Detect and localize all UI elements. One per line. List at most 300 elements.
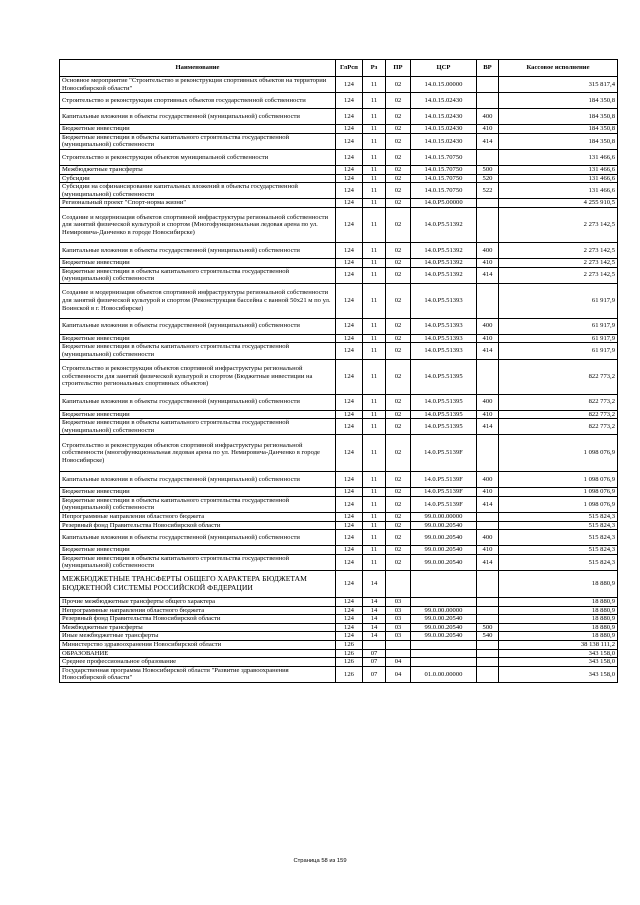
row-amount: 61 917,9 <box>499 334 618 343</box>
row-pr: 02 <box>386 496 411 512</box>
row-name: Бюджетные инвестиции <box>60 258 336 267</box>
row-pr: 02 <box>386 125 411 134</box>
row-pr: 02 <box>386 242 411 258</box>
row-pr: 03 <box>386 606 411 615</box>
table-row <box>60 435 618 472</box>
row-csr: 14.0.P5.5139F <box>411 488 477 497</box>
row-pr: 02 <box>386 77 411 93</box>
row-amount: 343 158,0 <box>499 666 618 682</box>
row-pr <box>386 641 411 650</box>
row-glrsp: 124 <box>336 174 363 183</box>
row-vr: 400 <box>477 472 499 488</box>
table-row <box>60 133 618 149</box>
row-glrsp: 124 <box>336 93 363 109</box>
row-rz: 11 <box>363 267 386 283</box>
row-name: Капитальные вложения в объекты государственной (муниципальной) собственности <box>60 109 336 125</box>
row-name: Прочие межбюджетные трансферты общего характера <box>60 598 336 607</box>
row-csr: 14.0.15.70750 <box>411 183 477 199</box>
table-row <box>60 496 618 512</box>
row-vr <box>477 649 499 658</box>
table-row <box>60 258 618 267</box>
row-rz: 11 <box>363 546 386 555</box>
row-rz: 11 <box>363 174 386 183</box>
table-row <box>60 207 618 242</box>
row-pr: 03 <box>386 615 411 624</box>
row-csr: 99.0.00.20540 <box>411 546 477 555</box>
table-row <box>60 419 618 435</box>
row-rz: 11 <box>363 318 386 334</box>
row-vr <box>477 658 499 667</box>
row-csr: 14.0.15.02430 <box>411 125 477 134</box>
table-row <box>60 77 618 93</box>
row-name: Основное мероприятие "Строительство и реконструкция спортивных объектов на территории Новосибирской области" <box>60 77 336 93</box>
row-amount: 18 880,9 <box>499 632 618 641</box>
row-rz: 11 <box>363 77 386 93</box>
row-glrsp: 124 <box>336 606 363 615</box>
row-glrsp: 124 <box>336 359 363 394</box>
row-rz: 11 <box>363 488 386 497</box>
row-csr: 01.0.00.00000 <box>411 666 477 682</box>
row-glrsp: 124 <box>336 554 363 570</box>
table-row <box>60 283 618 318</box>
row-pr: 02 <box>386 394 411 410</box>
row-csr: 14.0.15.00000 <box>411 77 477 93</box>
row-name: Субсидии <box>60 174 336 183</box>
row-pr: 02 <box>386 93 411 109</box>
table-row <box>60 343 618 359</box>
row-name: Строительство и реконструкция объектов муниципальной собственности <box>60 149 336 165</box>
row-csr: 14.0.15.02430 <box>411 133 477 149</box>
row-amount: 61 917,9 <box>499 343 618 359</box>
row-amount: 18 880,9 <box>499 571 618 598</box>
row-glrsp: 124 <box>336 530 363 546</box>
row-vr <box>477 571 499 598</box>
column-header: ВР <box>477 60 499 77</box>
row-name: Непрограммные направления областного бюджета <box>60 606 336 615</box>
row-vr: 400 <box>477 109 499 125</box>
table-row <box>60 174 618 183</box>
row-amount: 515 824,3 <box>499 546 618 555</box>
row-name: Строительство и реконструкция объектов спортивной инфраструктуры региональной собственности (многофункциональная ледовая арена по ул. Немировича-Данченко в городе Новосибирске) <box>60 435 336 472</box>
table-row <box>60 571 618 598</box>
row-name: Капитальные вложения в объекты государственной (муниципальной) собственности <box>60 318 336 334</box>
row-glrsp: 124 <box>336 207 363 242</box>
row-pr: 03 <box>386 598 411 607</box>
row-name: Строительство и реконструкция объектов спортивной инфраструктуры региональной собственности для занятий физической культурой и спортом (Бюджетные инвестиции на строительство региональных спортивных объектов) <box>60 359 336 394</box>
row-pr: 03 <box>386 632 411 641</box>
row-amount: 184 350,8 <box>499 93 618 109</box>
row-amount: 18 880,9 <box>499 606 618 615</box>
row-vr <box>477 513 499 522</box>
row-csr: 99.0.00.20540 <box>411 521 477 530</box>
row-pr: 02 <box>386 546 411 555</box>
row-rz: 11 <box>363 521 386 530</box>
row-name: Бюджетные инвестиции в объекты капитального строительства государственной (муниципальной) собственности <box>60 419 336 435</box>
row-vr: 410 <box>477 410 499 419</box>
row-pr: 02 <box>386 435 411 472</box>
row-name: Межбюджетные трансферты <box>60 165 336 174</box>
row-vr: 414 <box>477 496 499 512</box>
row-name: Межбюджетные трансферты <box>60 623 336 632</box>
row-name: Капитальные вложения в объекты государственной (муниципальной) собственности <box>60 530 336 546</box>
row-vr <box>477 598 499 607</box>
row-amount: 515 824,3 <box>499 554 618 570</box>
row-amount: 61 917,9 <box>499 283 618 318</box>
row-glrsp: 124 <box>336 149 363 165</box>
row-vr: 520 <box>477 174 499 183</box>
row-rz: 11 <box>363 472 386 488</box>
row-glrsp: 124 <box>336 571 363 598</box>
row-csr: 14.0.P5.51392 <box>411 242 477 258</box>
row-csr: 14.0.P5.51393 <box>411 283 477 318</box>
row-pr: 02 <box>386 530 411 546</box>
row-rz: 11 <box>363 242 386 258</box>
expenditure-table <box>59 59 618 683</box>
row-name: Региональный проект "Спорт-норма жизни" <box>60 199 336 208</box>
row-amount: 1 098 076,9 <box>499 472 618 488</box>
row-vr: 410 <box>477 488 499 497</box>
row-pr: 02 <box>386 318 411 334</box>
table-row <box>60 165 618 174</box>
table-row <box>60 394 618 410</box>
row-vr: 414 <box>477 267 499 283</box>
row-rz: 11 <box>363 199 386 208</box>
row-rz: 11 <box>363 93 386 109</box>
row-glrsp: 124 <box>336 472 363 488</box>
row-rz: 11 <box>363 109 386 125</box>
row-glrsp: 124 <box>336 394 363 410</box>
row-glrsp: 124 <box>336 183 363 199</box>
row-rz: 11 <box>363 435 386 472</box>
row-pr: 02 <box>386 410 411 419</box>
row-name: Бюджетные инвестиции в объекты капитального строительства государственной (муниципальной) собственности <box>60 267 336 283</box>
row-csr: 14.0.15.70750 <box>411 165 477 174</box>
row-glrsp: 124 <box>336 199 363 208</box>
row-pr: 02 <box>386 165 411 174</box>
row-name: Бюджетные инвестиции <box>60 125 336 134</box>
column-header: Кассовое исполнение <box>499 60 618 77</box>
column-header: ПР <box>386 60 411 77</box>
row-vr: 410 <box>477 125 499 134</box>
row-vr <box>477 359 499 394</box>
table-row <box>60 334 618 343</box>
row-glrsp: 126 <box>336 658 363 667</box>
row-csr: 99.0.00.20540 <box>411 623 477 632</box>
row-pr: 02 <box>386 267 411 283</box>
row-vr <box>477 521 499 530</box>
table-row <box>60 623 618 632</box>
row-csr <box>411 649 477 658</box>
table-row <box>60 530 618 546</box>
column-header: Наименование <box>60 60 336 77</box>
row-vr: 500 <box>477 623 499 632</box>
row-amount: 2 273 142,5 <box>499 258 618 267</box>
row-csr: 14.0.P5.51395 <box>411 359 477 394</box>
row-amount: 822 773,2 <box>499 419 618 435</box>
table-row <box>60 666 618 682</box>
row-csr: 14.0.15.02430 <box>411 93 477 109</box>
row-glrsp: 124 <box>336 623 363 632</box>
row-csr: 14.0.15.02430 <box>411 109 477 125</box>
row-vr: 410 <box>477 546 499 555</box>
column-header: ГлРсп <box>336 60 363 77</box>
row-vr <box>477 149 499 165</box>
row-amount: 2 273 142,5 <box>499 242 618 258</box>
row-glrsp: 124 <box>336 419 363 435</box>
row-csr: 14.0.P5.51392 <box>411 258 477 267</box>
row-rz: 11 <box>363 207 386 242</box>
row-amount: 822 773,2 <box>499 359 618 394</box>
row-rz: 14 <box>363 571 386 598</box>
row-name: Бюджетные инвестиции в объекты капитального строительства государственной (муниципальной) собственности <box>60 554 336 570</box>
row-glrsp: 124 <box>336 488 363 497</box>
row-pr: 02 <box>386 199 411 208</box>
table-row <box>60 658 618 667</box>
row-glrsp: 124 <box>336 598 363 607</box>
row-glrsp: 124 <box>336 435 363 472</box>
row-vr: 414 <box>477 343 499 359</box>
row-name: Бюджетные инвестиции в объекты капитального строительства государственной (муниципальной) собственности <box>60 133 336 149</box>
row-amount: 18 880,9 <box>499 615 618 624</box>
table-row <box>60 554 618 570</box>
row-amount: 4 255 910,5 <box>499 199 618 208</box>
row-amount: 343 158,0 <box>499 658 618 667</box>
row-pr: 02 <box>386 359 411 394</box>
table-row <box>60 488 618 497</box>
row-rz: 11 <box>363 125 386 134</box>
row-glrsp: 124 <box>336 258 363 267</box>
row-glrsp: 124 <box>336 318 363 334</box>
row-pr: 02 <box>386 554 411 570</box>
row-vr: 414 <box>477 554 499 570</box>
row-glrsp: 124 <box>336 546 363 555</box>
row-csr: 14.0.P5.51393 <box>411 334 477 343</box>
row-vr <box>477 199 499 208</box>
row-glrsp: 124 <box>336 632 363 641</box>
row-csr: 14.0.P5.51392 <box>411 207 477 242</box>
row-pr: 02 <box>386 258 411 267</box>
row-glrsp: 124 <box>336 133 363 149</box>
row-glrsp: 124 <box>336 343 363 359</box>
row-amount: 61 917,9 <box>499 318 618 334</box>
row-rz: 11 <box>363 496 386 512</box>
row-rz: 11 <box>363 133 386 149</box>
row-name: Среднее профессиональное образование <box>60 658 336 667</box>
row-pr: 02 <box>386 334 411 343</box>
row-amount: 38 138 111,2 <box>499 641 618 650</box>
row-amount: 515 824,3 <box>499 530 618 546</box>
row-vr <box>477 435 499 472</box>
row-rz: 11 <box>363 359 386 394</box>
row-rz: 11 <box>363 530 386 546</box>
row-rz: 11 <box>363 410 386 419</box>
row-pr: 04 <box>386 658 411 667</box>
row-rz: 11 <box>363 258 386 267</box>
row-amount: 131 466,6 <box>499 174 618 183</box>
row-name: Капитальные вложения в объекты государственной (муниципальной) собственности <box>60 394 336 410</box>
row-vr <box>477 641 499 650</box>
row-amount: 18 880,9 <box>499 598 618 607</box>
row-vr <box>477 283 499 318</box>
row-csr: 14.0.P5.00000 <box>411 199 477 208</box>
table-row <box>60 149 618 165</box>
row-rz: 14 <box>363 606 386 615</box>
table-body <box>60 77 618 683</box>
row-csr: 14.0.P5.5139F <box>411 496 477 512</box>
row-amount: 515 824,3 <box>499 513 618 522</box>
row-glrsp: 124 <box>336 410 363 419</box>
row-rz: 11 <box>363 165 386 174</box>
table-row <box>60 93 618 109</box>
row-vr: 522 <box>477 183 499 199</box>
table-row <box>60 649 618 658</box>
row-glrsp: 126 <box>336 641 363 650</box>
row-name: Создание и модернизация объектов спортивной инфраструктуры региональной собственности для занятий физической культурой и спортом (Многофункциональная ледовая арена по ул. Немировича-Данченко в городе Новосибирске) <box>60 207 336 242</box>
row-glrsp: 124 <box>336 334 363 343</box>
page-number: Страница 58 из 159 <box>293 858 347 864</box>
row-csr: 99.0.00.20540 <box>411 615 477 624</box>
row-csr: 14.0.P5.5139F <box>411 435 477 472</box>
table-row <box>60 546 618 555</box>
row-name: Капитальные вложения в объекты государственной (муниципальной) собственности <box>60 242 336 258</box>
row-rz: 14 <box>363 632 386 641</box>
table-row <box>60 183 618 199</box>
row-name: ОБРАЗОВАНИЕ <box>60 649 336 658</box>
row-glrsp: 124 <box>336 165 363 174</box>
row-vr: 400 <box>477 242 499 258</box>
row-glrsp: 124 <box>336 615 363 624</box>
row-csr: 14.0.15.70750 <box>411 149 477 165</box>
row-pr: 03 <box>386 623 411 632</box>
row-pr: 02 <box>386 343 411 359</box>
row-rz: 14 <box>363 598 386 607</box>
row-vr: 414 <box>477 419 499 435</box>
row-glrsp: 124 <box>336 125 363 134</box>
row-name: Бюджетные инвестиции в объекты капитального строительства государственной (муниципальной) собственности <box>60 343 336 359</box>
row-vr <box>477 77 499 93</box>
row-pr: 02 <box>386 174 411 183</box>
column-header: Рз <box>363 60 386 77</box>
table-row <box>60 410 618 419</box>
row-pr: 02 <box>386 513 411 522</box>
row-glrsp: 124 <box>336 267 363 283</box>
row-pr: 02 <box>386 521 411 530</box>
row-rz: 11 <box>363 334 386 343</box>
row-amount: 822 773,2 <box>499 410 618 419</box>
table-row <box>60 521 618 530</box>
row-pr: 02 <box>386 149 411 165</box>
table-row <box>60 606 618 615</box>
row-csr: 14.0.P5.51395 <box>411 410 477 419</box>
row-amount: 184 350,8 <box>499 133 618 149</box>
row-rz: 14 <box>363 623 386 632</box>
row-rz <box>363 641 386 650</box>
row-name: Капитальные вложения в объекты государственной (муниципальной) собственности <box>60 472 336 488</box>
row-name: Бюджетные инвестиции <box>60 488 336 497</box>
row-rz: 07 <box>363 666 386 682</box>
row-name: Резервный фонд Правительства Новосибирской области <box>60 521 336 530</box>
row-pr: 02 <box>386 183 411 199</box>
row-rz: 11 <box>363 419 386 435</box>
table-row <box>60 199 618 208</box>
row-glrsp: 124 <box>336 242 363 258</box>
row-csr <box>411 658 477 667</box>
row-pr: 02 <box>386 419 411 435</box>
row-name: Резервный фонд Правительства Новосибирской области <box>60 615 336 624</box>
row-vr: 400 <box>477 394 499 410</box>
row-vr <box>477 666 499 682</box>
row-amount: 1 098 076,9 <box>499 435 618 472</box>
row-rz: 11 <box>363 343 386 359</box>
table-row <box>60 513 618 522</box>
row-amount: 131 466,6 <box>499 165 618 174</box>
row-csr: 99.0.00.20540 <box>411 554 477 570</box>
column-header: ЦСР <box>411 60 477 77</box>
row-name: Строительство и реконструкция спортивных объектов государственной собственности <box>60 93 336 109</box>
table-row <box>60 472 618 488</box>
row-csr: 14.0.P5.51393 <box>411 343 477 359</box>
table-row <box>60 359 618 394</box>
row-amount: 515 824,3 <box>499 521 618 530</box>
table-header-row <box>60 60 618 77</box>
row-pr: 02 <box>386 488 411 497</box>
row-glrsp: 126 <box>336 649 363 658</box>
row-name: Государственная программа Новосибирской области "Развитие здравоохранения Новосибирской области" <box>60 666 336 682</box>
row-csr: 14.0.P5.51395 <box>411 394 477 410</box>
row-pr <box>386 649 411 658</box>
row-csr: 99.0.00.00000 <box>411 606 477 615</box>
row-vr <box>477 93 499 109</box>
row-amount: 1 098 076,9 <box>499 488 618 497</box>
table-row <box>60 242 618 258</box>
row-csr <box>411 598 477 607</box>
table-row <box>60 632 618 641</box>
row-pr: 04 <box>386 666 411 682</box>
row-name: Министерство здравоохранения Новосибирской области <box>60 641 336 650</box>
row-csr: 14.0.P5.51395 <box>411 419 477 435</box>
row-amount: 1 098 076,9 <box>499 496 618 512</box>
row-name: Бюджетные инвестиции <box>60 410 336 419</box>
row-amount: 343 158,0 <box>499 649 618 658</box>
table-row <box>60 318 618 334</box>
table-row <box>60 267 618 283</box>
table-row <box>60 109 618 125</box>
row-rz: 11 <box>363 394 386 410</box>
row-amount: 315 817,4 <box>499 77 618 93</box>
row-vr <box>477 606 499 615</box>
row-vr: 500 <box>477 165 499 174</box>
row-amount: 822 773,2 <box>499 394 618 410</box>
row-csr <box>411 641 477 650</box>
row-pr: 02 <box>386 109 411 125</box>
table-row <box>60 641 618 650</box>
row-amount: 18 880,9 <box>499 623 618 632</box>
row-rz: 11 <box>363 554 386 570</box>
row-vr <box>477 207 499 242</box>
row-vr: 410 <box>477 334 499 343</box>
row-pr: 02 <box>386 207 411 242</box>
row-glrsp: 124 <box>336 283 363 318</box>
row-csr: 99.0.00.20540 <box>411 530 477 546</box>
row-name: Бюджетные инвестиции <box>60 546 336 555</box>
row-vr <box>477 615 499 624</box>
table-row <box>60 125 618 134</box>
row-glrsp: 124 <box>336 77 363 93</box>
row-csr: 14.0.P5.5139F <box>411 472 477 488</box>
row-rz: 07 <box>363 658 386 667</box>
row-vr: 410 <box>477 258 499 267</box>
row-csr <box>411 571 477 598</box>
